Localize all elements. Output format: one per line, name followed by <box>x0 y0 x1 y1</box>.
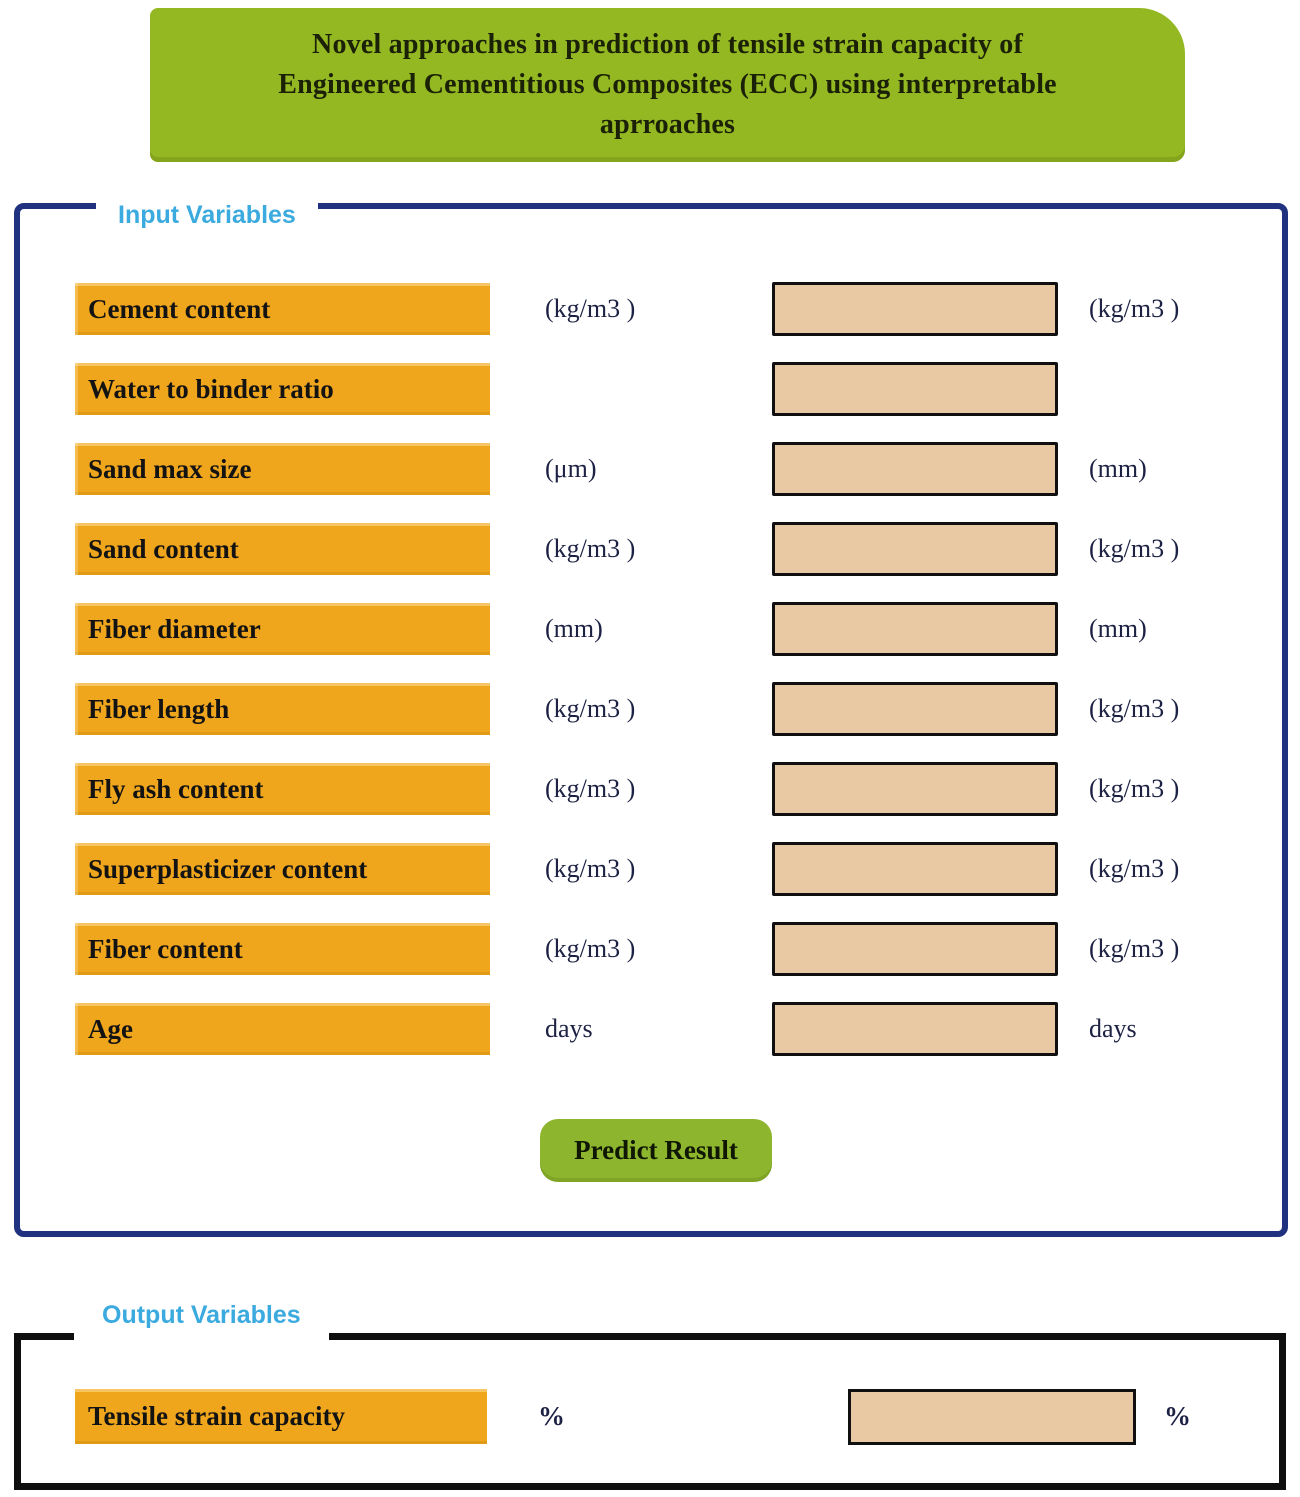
output-rows <box>21 1389 1279 1444</box>
unit-label-left: (μm) <box>545 454 597 483</box>
unit-label-right: (kg/m3 ) <box>1089 854 1180 883</box>
input-row <box>75 363 1282 415</box>
input-variables-legend: Input Variables <box>96 194 318 236</box>
input-variable-label: Fiber content <box>75 923 490 975</box>
unit-label-right: (kg/m3 ) <box>1089 774 1180 803</box>
input-row <box>75 923 1282 975</box>
value-input-field[interactable] <box>772 442 1058 496</box>
input-variable-label: Fiber length <box>75 683 490 735</box>
value-input-field[interactable] <box>772 922 1058 976</box>
input-row <box>75 603 1282 655</box>
title-line-3: aprroaches <box>599 109 736 140</box>
input-variable-label: Fly ash content <box>75 763 490 815</box>
input-variables-panel <box>14 203 1288 1237</box>
unit-label-left: days <box>545 1014 593 1043</box>
value-input-field[interactable] <box>772 762 1058 816</box>
predict-result-button[interactable]: Predict Result <box>540 1119 772 1182</box>
input-row <box>75 443 1282 495</box>
value-input-field[interactable] <box>772 602 1058 656</box>
unit-label-left: (mm) <box>545 614 603 643</box>
value-input-field[interactable] <box>772 362 1058 416</box>
value-input-field[interactable] <box>772 522 1058 576</box>
title-banner <box>150 8 1185 162</box>
input-variable-label: Water to binder ratio <box>75 363 490 415</box>
unit-label-left: (kg/m3 ) <box>545 534 636 563</box>
input-variable-label: Cement content <box>75 283 490 335</box>
unit-label-left: (kg/m3 ) <box>545 854 636 883</box>
unit-label-right: (mm) <box>1089 614 1147 643</box>
input-variable-label: Age <box>75 1003 490 1055</box>
unit-label-right: (kg/m3 ) <box>1089 294 1180 323</box>
output-variables-legend: Output Variables <box>74 1296 329 1348</box>
title-line-2: Engineered Cementitious Composites (ECC) using interpretable <box>278 69 1057 100</box>
input-row <box>75 1003 1282 1055</box>
output-row <box>75 1389 1279 1444</box>
value-input-field[interactable] <box>772 1002 1058 1056</box>
value-input-field[interactable] <box>772 282 1058 336</box>
input-row <box>75 683 1282 735</box>
input-variable-label: Sand max size <box>75 443 490 495</box>
unit-label-left: (kg/m3 ) <box>545 294 636 323</box>
title-line-1: Novel approaches in prediction of tensile strain capacity of <box>312 29 1023 60</box>
input-row <box>75 523 1282 575</box>
input-variable-label: Fiber diameter <box>75 603 490 655</box>
unit-label-right: (mm) <box>1089 454 1147 483</box>
result-output-field[interactable] <box>848 1389 1136 1445</box>
unit-label-left: (kg/m3 ) <box>545 774 636 803</box>
output-variable-label: Tensile strain capacity <box>75 1389 487 1444</box>
unit-label-left: % <box>538 1401 565 1431</box>
value-input-field[interactable] <box>772 842 1058 896</box>
unit-label-left: (kg/m3 ) <box>545 934 636 963</box>
input-variable-label: Sand content <box>75 523 490 575</box>
output-variables-panel <box>14 1333 1286 1490</box>
input-row <box>75 763 1282 815</box>
unit-label-right: (kg/m3 ) <box>1089 934 1180 963</box>
input-rows <box>20 209 1282 1055</box>
unit-label-right: % <box>1164 1401 1191 1431</box>
unit-label-right: (kg/m3 ) <box>1089 534 1180 563</box>
input-row <box>75 283 1282 335</box>
input-row <box>75 843 1282 895</box>
unit-label-left: (kg/m3 ) <box>545 694 636 723</box>
unit-label-right: (kg/m3 ) <box>1089 694 1180 723</box>
input-variable-label: Superplasticizer content <box>75 843 490 895</box>
value-input-field[interactable] <box>772 682 1058 736</box>
unit-label-right: days <box>1089 1014 1137 1043</box>
